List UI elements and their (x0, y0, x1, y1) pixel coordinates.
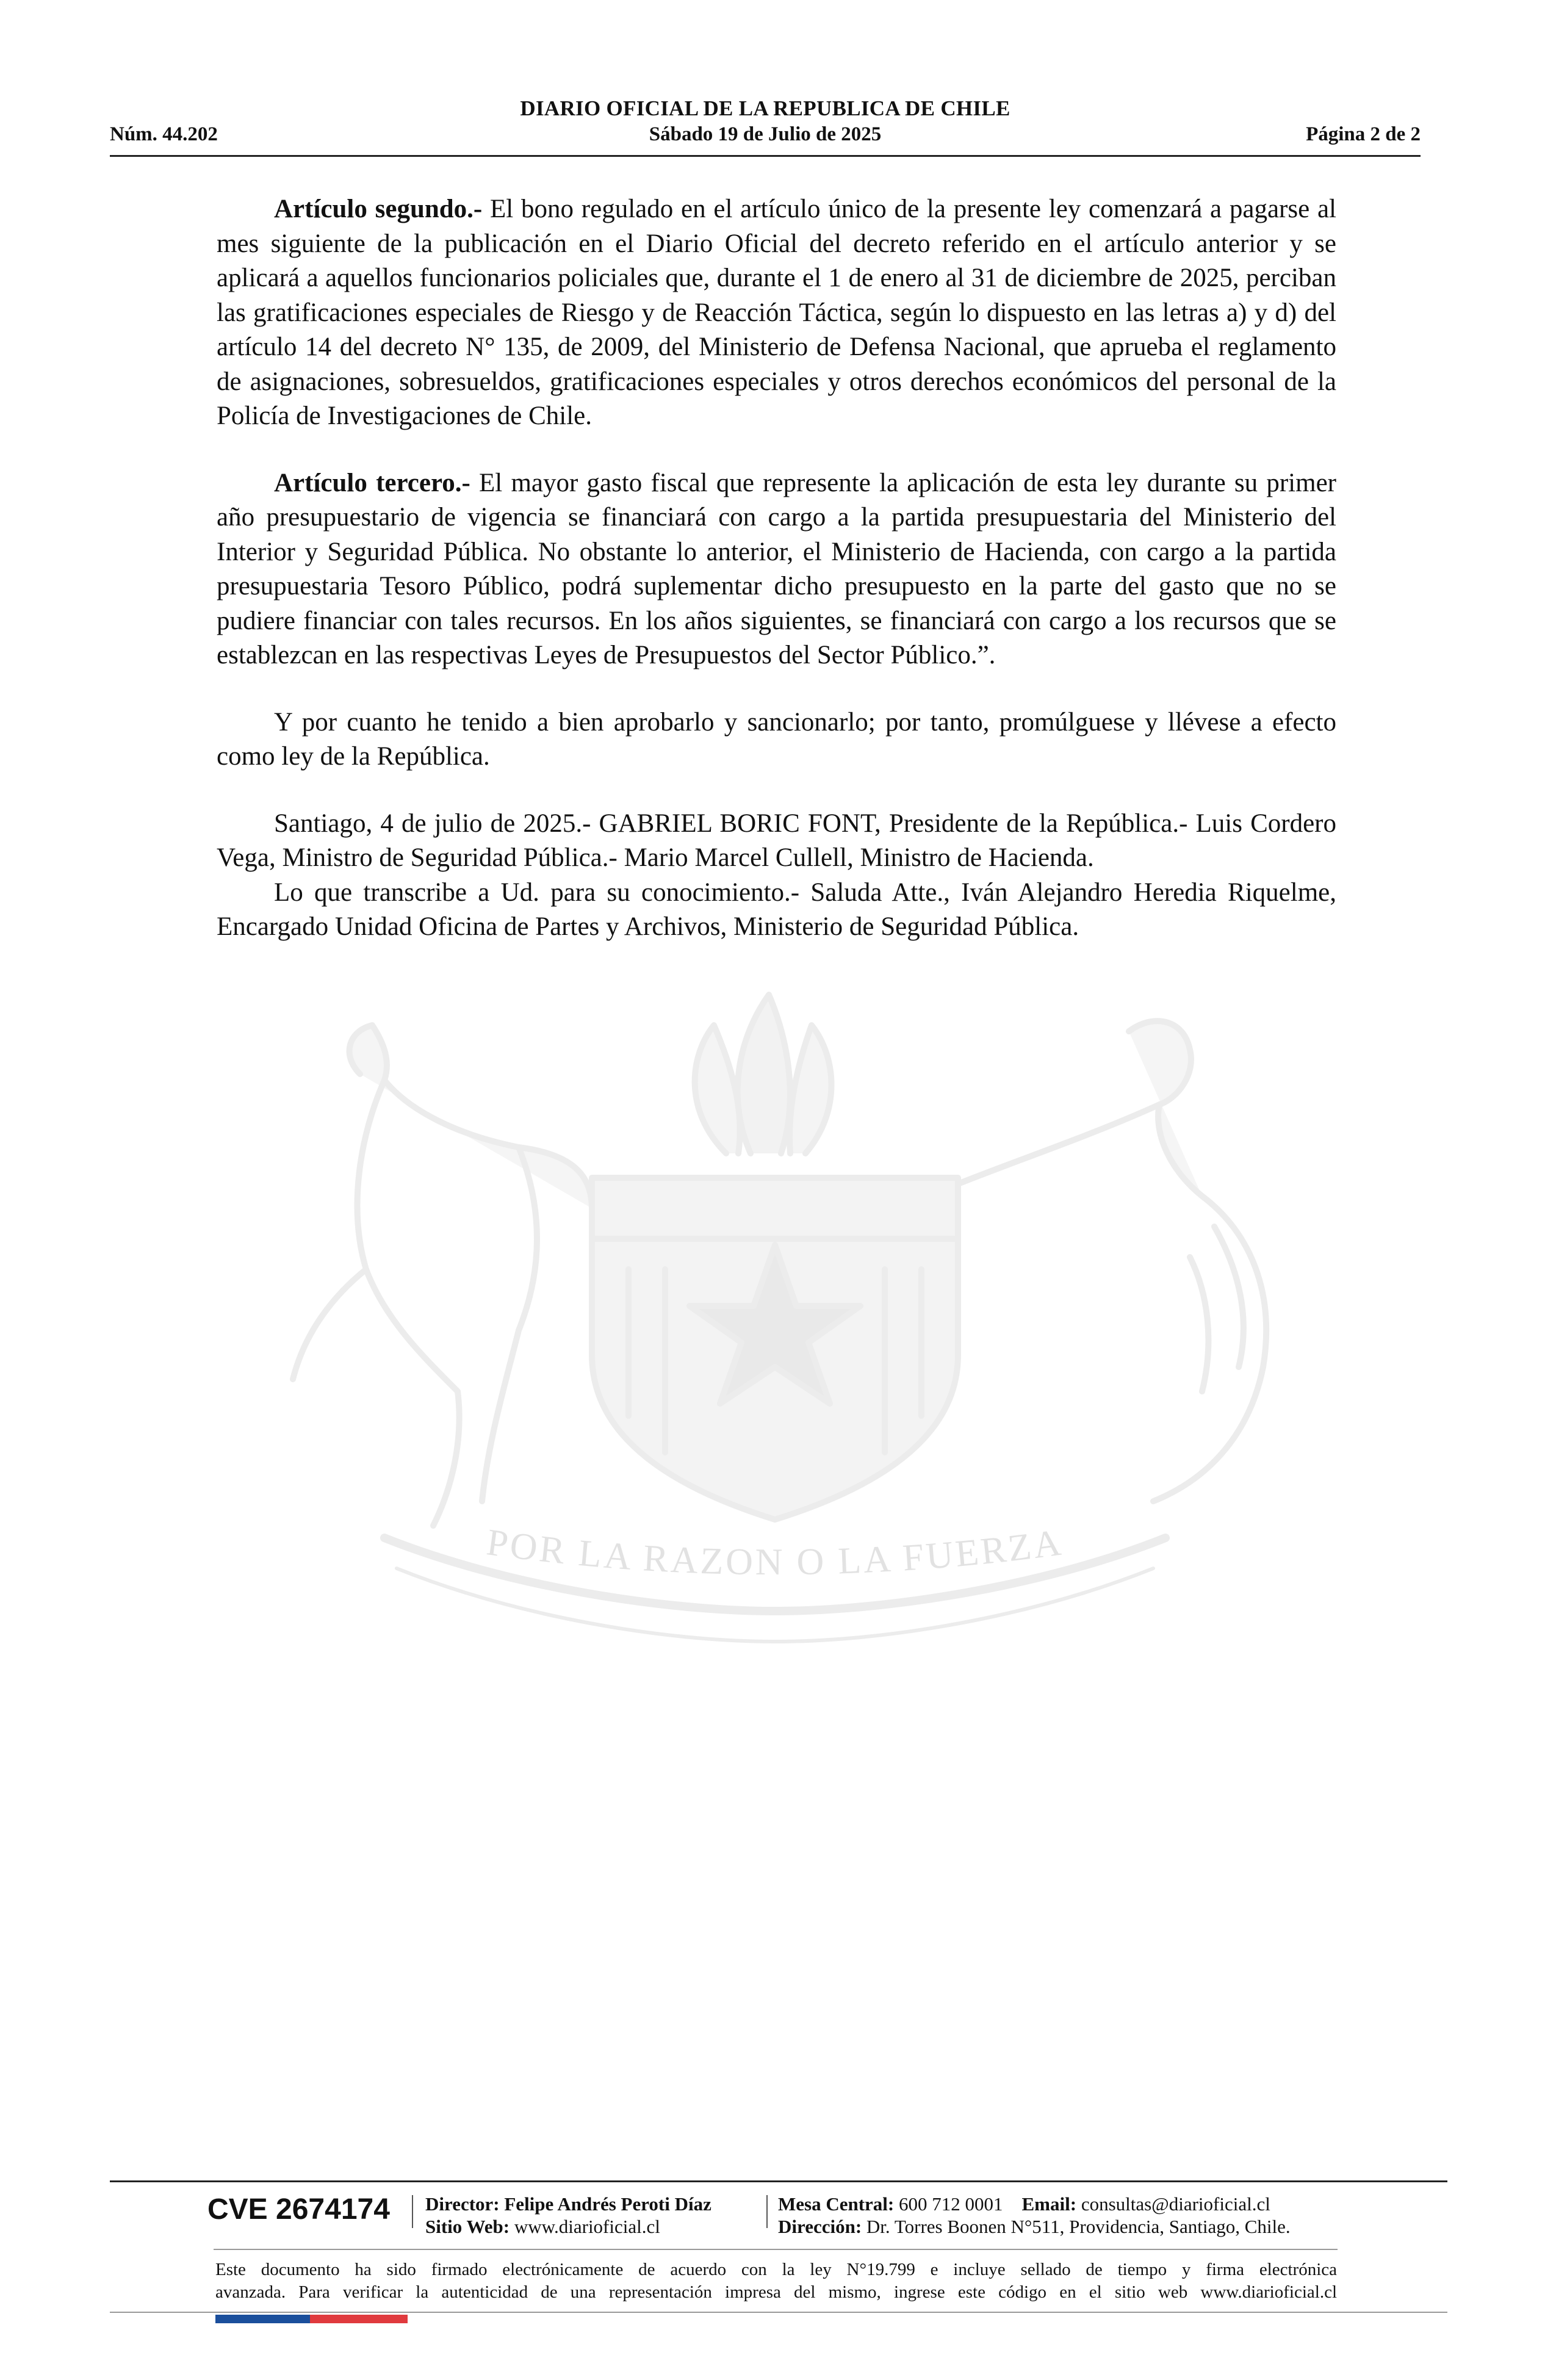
cve-code: CVE 2674174 (207, 2193, 390, 2226)
page-number: Página 2 de 2 (1306, 123, 1421, 145)
phone-number: 600 712 0001 (894, 2193, 1003, 2215)
issue-date: Sábado 19 de Julio de 2025 (649, 123, 882, 145)
address-value: Dr. Torres Boonen N°511, Providencia, Santiago, Chile. (862, 2216, 1291, 2237)
issue-number: Núm. 44.202 (110, 123, 218, 145)
page-header (110, 92, 1421, 159)
promulgation-paragraph: Y por cuanto he tenido a bien aprobarlo y sancionarlo; por tanto, promúlguese y llévese a efecto como ley de la República. (217, 707, 1336, 771)
footer-inner-divider (214, 2249, 1338, 2250)
article-second-text: El bono regulado en el artículo único de la presente ley comenzará a pagarse al mes siguiente de la publicación en el Diario Oficial del decreto referido en el artículo anterior y se aplicará a aquellos funcionarios policiales que, durante el 1 de enero al 31 de diciembre de 2025, perciban las gratificaciones especiales de Riesgo y de Reacción Táctica, según lo dispuesto en las letras a) y d) del artículo 14 del decreto N° 135, de 2009, del Ministerio de Defensa Nacional, que aprueba el reglamento de asignaciones, sobresueldos, gratificaciones especiales y otros derechos económicos del personal de la Policía de Investigaciones de Chile. (217, 195, 1336, 430)
website-label: Sitio Web: (425, 2216, 510, 2237)
footer-separator (766, 2195, 768, 2228)
flag-stripe-blue (215, 2315, 310, 2323)
footer-divider (110, 2180, 1447, 2182)
article-third (217, 466, 1336, 673)
email-label: Email: (1021, 2193, 1077, 2215)
page-footer (110, 2180, 1447, 2339)
header-divider (110, 155, 1421, 157)
publication-title: DIARIO OFICIAL DE LA REPUBLICA DE CHILE (520, 96, 1010, 120)
address-label: Dirección: (778, 2216, 862, 2237)
svg-text:POR LA RAZON O LA FUERZA (484, 1521, 1066, 1583)
document-body (217, 192, 1336, 945)
footer-director-block (425, 2193, 711, 2238)
footer-contact-block (778, 2193, 1291, 2238)
article-third-heading: Artículo tercero.- (274, 468, 470, 497)
signatures-paragraph: Santiago, 4 de julio de 2025.- GABRIEL BORIC FONT, Presidente de la República.- Luis Cordero Vega, Ministro de Seguridad Pública.- Mario Marcel Cullell, Ministro de Hacienda. (217, 809, 1336, 872)
footer-bottom-divider (110, 2312, 1447, 2313)
article-second (217, 192, 1336, 434)
transcription-paragraph: Lo que transcribe a Ud. para su conocimiento.- Saluda Atte., Iván Alejandro Heredia Riquelme, Encargado Unidad Oficina de Partes y Archivos, Ministerio de Seguridad Pública. (217, 878, 1336, 941)
legal-notice-line-2: avanzada. Para verificar la autenticidad de una representación impresa del mismo, ingrese este código en el sitio web www.diarioficial.cl (215, 2282, 1337, 2302)
article-second-heading: Artículo segundo.- (274, 195, 483, 223)
legal-notice-line-1: Este documento ha sido firmado electrónicamente de acuerdo con la ley N°19.799 e incluye sellado de tiempo y firma electrónica (215, 2260, 1337, 2279)
email-link[interactable]: consultas@diarioficial.cl (1076, 2193, 1270, 2215)
flag-stripe-red (310, 2315, 408, 2323)
website-link[interactable]: www.diarioficial.cl (510, 2216, 660, 2237)
article-third-text: El mayor gasto fiscal que represente la aplicación de esta ley durante su primer año presupuestario de vigencia se financiará con cargo a la partida presupuestaria del Ministerio del Interior y Seguridad Pública. No obstante lo anterior, el Ministerio de Hacienda, con cargo a la partida presupuestaria Tesoro Público, podrá suplementar dicho presupuesto en la parte del gasto que no se pudiere financiar con tales recursos. En los años siguientes, se financiará con cargo a los recursos que se establezcan en las respectivas Leyes de Presupuestos del Sector Público.”. (217, 468, 1336, 669)
coat-of-arms-watermark (201, 952, 1349, 1666)
director-name: Felipe Andrés Peroti Díaz (499, 2193, 711, 2215)
director-label: Director: (425, 2193, 500, 2215)
footer-separator (412, 2195, 413, 2228)
phone-label: Mesa Central: (778, 2193, 895, 2215)
seal-motto: POR LA RAZON O LA FUERZA (484, 1521, 1066, 1584)
